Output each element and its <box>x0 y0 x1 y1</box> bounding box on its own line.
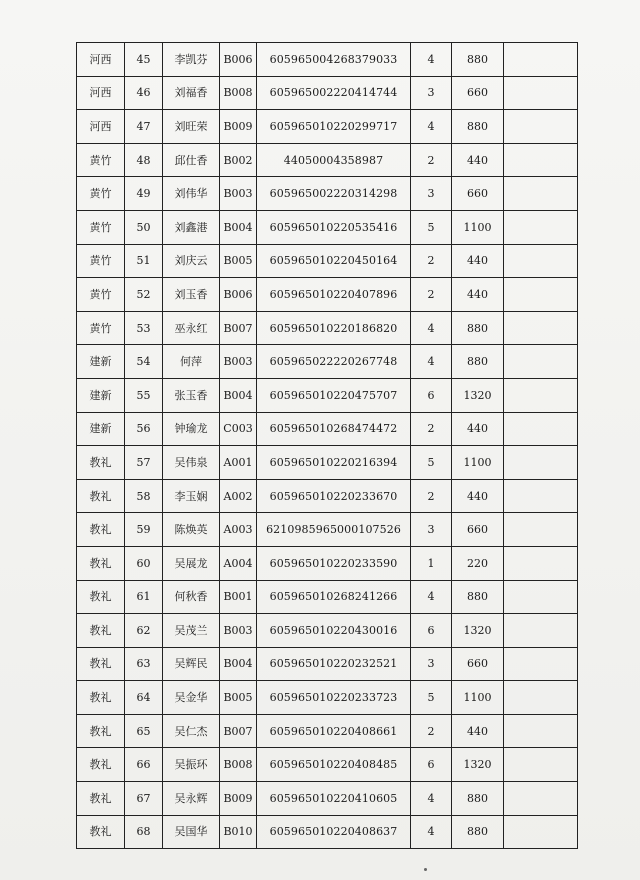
cell-name: 吴茂兰 <box>163 614 220 648</box>
cell-number: 55 <box>125 378 163 412</box>
cell-count: 4 <box>411 815 452 849</box>
cell-number: 65 <box>125 714 163 748</box>
roster-body <box>77 43 578 849</box>
cell-amount: 1100 <box>452 210 504 244</box>
cell-number: 62 <box>125 614 163 648</box>
cell-amount: 1320 <box>452 748 504 782</box>
table-row <box>77 546 578 580</box>
cell-account: 605965022220267748 <box>257 345 411 379</box>
cell-number: 48 <box>125 143 163 177</box>
cell-account: 605965010220430016 <box>257 614 411 648</box>
cell-region: 教礼 <box>77 748 125 782</box>
cell-region: 建新 <box>77 345 125 379</box>
cell-count: 6 <box>411 378 452 412</box>
cell-account: 605965010220216394 <box>257 446 411 480</box>
cell-count: 3 <box>411 177 452 211</box>
table-row <box>77 681 578 715</box>
cell-name: 吴振环 <box>163 748 220 782</box>
cell-name: 吴辉民 <box>163 647 220 681</box>
cell-code: B008 <box>220 76 257 110</box>
cell-number: 68 <box>125 815 163 849</box>
cell-count: 6 <box>411 614 452 648</box>
cell-name: 刘玉香 <box>163 278 220 312</box>
table-row <box>77 412 578 446</box>
table-row <box>77 614 578 648</box>
table-row <box>77 748 578 782</box>
cell-count: 4 <box>411 311 452 345</box>
cell-name: 何秋香 <box>163 580 220 614</box>
cell-number: 67 <box>125 782 163 816</box>
cell-note <box>504 345 578 379</box>
cell-account: 605965010220299717 <box>257 110 411 144</box>
table-row <box>77 446 578 480</box>
cell-count: 5 <box>411 681 452 715</box>
cell-name: 刘庆云 <box>163 244 220 278</box>
table-row <box>77 782 578 816</box>
cell-count: 2 <box>411 278 452 312</box>
cell-name: 邱仕香 <box>163 143 220 177</box>
cell-amount: 880 <box>452 782 504 816</box>
cell-number: 56 <box>125 412 163 446</box>
cell-amount: 1100 <box>452 681 504 715</box>
cell-amount: 440 <box>452 278 504 312</box>
cell-code: A004 <box>220 546 257 580</box>
subsidy-roster-table <box>76 42 578 849</box>
cell-note <box>504 748 578 782</box>
cell-code: B006 <box>220 278 257 312</box>
cell-amount: 880 <box>452 580 504 614</box>
cell-number: 46 <box>125 76 163 110</box>
cell-account: 605965010220407896 <box>257 278 411 312</box>
cell-code: B010 <box>220 815 257 849</box>
cell-amount: 440 <box>452 244 504 278</box>
cell-name: 陈焕英 <box>163 513 220 547</box>
table-row <box>77 76 578 110</box>
cell-name: 吴伟泉 <box>163 446 220 480</box>
table-row <box>77 479 578 513</box>
cell-code: B004 <box>220 647 257 681</box>
cell-account: 605965010220450164 <box>257 244 411 278</box>
cell-number: 52 <box>125 278 163 312</box>
cell-number: 54 <box>125 345 163 379</box>
cell-code: B002 <box>220 143 257 177</box>
cell-region: 黄竹 <box>77 143 125 177</box>
cell-count: 6 <box>411 748 452 782</box>
cell-region: 教礼 <box>77 580 125 614</box>
cell-region: 河西 <box>77 76 125 110</box>
cell-note <box>504 815 578 849</box>
cell-code: B007 <box>220 311 257 345</box>
cell-code: B006 <box>220 43 257 77</box>
scan-speck <box>424 868 427 871</box>
cell-number: 64 <box>125 681 163 715</box>
cell-number: 47 <box>125 110 163 144</box>
cell-amount: 1100 <box>452 446 504 480</box>
cell-count: 4 <box>411 782 452 816</box>
cell-name: 吴仁杰 <box>163 714 220 748</box>
cell-account: 605965010220408661 <box>257 714 411 748</box>
cell-region: 教礼 <box>77 647 125 681</box>
cell-region: 教礼 <box>77 681 125 715</box>
cell-count: 3 <box>411 76 452 110</box>
cell-name: 巫永红 <box>163 311 220 345</box>
cell-number: 61 <box>125 580 163 614</box>
cell-code: C003 <box>220 412 257 446</box>
table-row <box>77 345 578 379</box>
cell-number: 45 <box>125 43 163 77</box>
cell-count: 2 <box>411 714 452 748</box>
cell-account: 605965010220408485 <box>257 748 411 782</box>
cell-note <box>504 311 578 345</box>
cell-number: 58 <box>125 479 163 513</box>
table-row <box>77 244 578 278</box>
cell-number: 51 <box>125 244 163 278</box>
table-row <box>77 513 578 547</box>
cell-note <box>504 76 578 110</box>
cell-count: 3 <box>411 647 452 681</box>
cell-code: A003 <box>220 513 257 547</box>
cell-account: 6210985965000107526 <box>257 513 411 547</box>
cell-region: 黄竹 <box>77 278 125 312</box>
cell-code: B009 <box>220 110 257 144</box>
cell-code: B004 <box>220 210 257 244</box>
cell-code: B003 <box>220 345 257 379</box>
cell-note <box>504 210 578 244</box>
cell-amount: 660 <box>452 76 504 110</box>
cell-name: 刘旺荣 <box>163 110 220 144</box>
cell-account: 605965010220408637 <box>257 815 411 849</box>
cell-amount: 660 <box>452 513 504 547</box>
cell-note <box>504 513 578 547</box>
table-row <box>77 210 578 244</box>
table-row <box>77 177 578 211</box>
cell-note <box>504 546 578 580</box>
cell-count: 2 <box>411 143 452 177</box>
cell-amount: 880 <box>452 43 504 77</box>
cell-note <box>504 614 578 648</box>
cell-account: 605965010268241266 <box>257 580 411 614</box>
cell-name: 刘伟华 <box>163 177 220 211</box>
cell-note <box>504 580 578 614</box>
cell-number: 66 <box>125 748 163 782</box>
cell-note <box>504 43 578 77</box>
cell-name: 李玉娴 <box>163 479 220 513</box>
cell-count: 4 <box>411 345 452 379</box>
cell-code: A002 <box>220 479 257 513</box>
cell-count: 2 <box>411 244 452 278</box>
cell-note <box>504 647 578 681</box>
cell-region: 建新 <box>77 412 125 446</box>
cell-region: 黄竹 <box>77 177 125 211</box>
cell-account: 605965010220233723 <box>257 681 411 715</box>
cell-account: 605965010220475707 <box>257 378 411 412</box>
cell-region: 黄竹 <box>77 210 125 244</box>
cell-number: 63 <box>125 647 163 681</box>
cell-note <box>504 143 578 177</box>
table-row <box>77 110 578 144</box>
cell-account: 44050004358987 <box>257 143 411 177</box>
cell-account: 605965010220233590 <box>257 546 411 580</box>
cell-account: 605965010220186820 <box>257 311 411 345</box>
cell-account: 605965002220414744 <box>257 76 411 110</box>
cell-count: 2 <box>411 412 452 446</box>
cell-amount: 440 <box>452 479 504 513</box>
cell-name: 刘鑫港 <box>163 210 220 244</box>
cell-name: 钟瑜龙 <box>163 412 220 446</box>
table-row <box>77 815 578 849</box>
table-row <box>77 278 578 312</box>
cell-region: 教礼 <box>77 782 125 816</box>
cell-note <box>504 479 578 513</box>
cell-note <box>504 378 578 412</box>
cell-amount: 880 <box>452 311 504 345</box>
cell-amount: 1320 <box>452 614 504 648</box>
cell-number: 59 <box>125 513 163 547</box>
cell-name: 吴展龙 <box>163 546 220 580</box>
cell-count: 4 <box>411 580 452 614</box>
cell-code: B008 <box>220 748 257 782</box>
cell-count: 2 <box>411 479 452 513</box>
cell-region: 教礼 <box>77 479 125 513</box>
cell-name: 何萍 <box>163 345 220 379</box>
cell-account: 605965010220232521 <box>257 647 411 681</box>
cell-account: 605965010268474472 <box>257 412 411 446</box>
cell-number: 50 <box>125 210 163 244</box>
cell-region: 黄竹 <box>77 244 125 278</box>
cell-note <box>504 412 578 446</box>
cell-note <box>504 110 578 144</box>
cell-count: 4 <box>411 43 452 77</box>
cell-count: 1 <box>411 546 452 580</box>
cell-amount: 220 <box>452 546 504 580</box>
cell-amount: 660 <box>452 177 504 211</box>
cell-note <box>504 446 578 480</box>
cell-name: 刘福香 <box>163 76 220 110</box>
cell-region: 教礼 <box>77 446 125 480</box>
cell-number: 53 <box>125 311 163 345</box>
cell-amount: 880 <box>452 815 504 849</box>
cell-count: 5 <box>411 210 452 244</box>
cell-name: 吴国华 <box>163 815 220 849</box>
cell-code: B005 <box>220 244 257 278</box>
cell-amount: 660 <box>452 647 504 681</box>
cell-code: B001 <box>220 580 257 614</box>
cell-account: 605965002220314298 <box>257 177 411 211</box>
cell-account: 605965004268379033 <box>257 43 411 77</box>
cell-number: 57 <box>125 446 163 480</box>
table-row <box>77 647 578 681</box>
table-row <box>77 43 578 77</box>
cell-code: B009 <box>220 782 257 816</box>
cell-region: 河西 <box>77 43 125 77</box>
cell-region: 河西 <box>77 110 125 144</box>
table-row <box>77 311 578 345</box>
cell-count: 5 <box>411 446 452 480</box>
cell-account: 605965010220410605 <box>257 782 411 816</box>
cell-name: 李凯芬 <box>163 43 220 77</box>
cell-region: 教礼 <box>77 614 125 648</box>
cell-number: 49 <box>125 177 163 211</box>
table-row <box>77 143 578 177</box>
table-row <box>77 580 578 614</box>
cell-name: 吴永辉 <box>163 782 220 816</box>
table-row <box>77 714 578 748</box>
cell-count: 3 <box>411 513 452 547</box>
cell-code: B007 <box>220 714 257 748</box>
cell-count: 4 <box>411 110 452 144</box>
cell-region: 建新 <box>77 378 125 412</box>
cell-amount: 880 <box>452 345 504 379</box>
cell-note <box>504 177 578 211</box>
cell-code: B005 <box>220 681 257 715</box>
cell-account: 605965010220233670 <box>257 479 411 513</box>
cell-name: 吴金华 <box>163 681 220 715</box>
cell-code: A001 <box>220 446 257 480</box>
cell-region: 黄竹 <box>77 311 125 345</box>
cell-number: 60 <box>125 546 163 580</box>
cell-code: B004 <box>220 378 257 412</box>
cell-amount: 1320 <box>452 378 504 412</box>
cell-name: 张玉香 <box>163 378 220 412</box>
cell-amount: 440 <box>452 143 504 177</box>
cell-amount: 880 <box>452 110 504 144</box>
cell-note <box>504 782 578 816</box>
cell-amount: 440 <box>452 412 504 446</box>
table-row <box>77 378 578 412</box>
cell-account: 605965010220535416 <box>257 210 411 244</box>
cell-code: B003 <box>220 614 257 648</box>
cell-region: 教礼 <box>77 815 125 849</box>
cell-region: 教礼 <box>77 714 125 748</box>
cell-amount: 440 <box>452 714 504 748</box>
cell-note <box>504 681 578 715</box>
cell-code: B003 <box>220 177 257 211</box>
cell-region: 教礼 <box>77 546 125 580</box>
cell-note <box>504 714 578 748</box>
cell-region: 教礼 <box>77 513 125 547</box>
cell-note <box>504 244 578 278</box>
cell-note <box>504 278 578 312</box>
